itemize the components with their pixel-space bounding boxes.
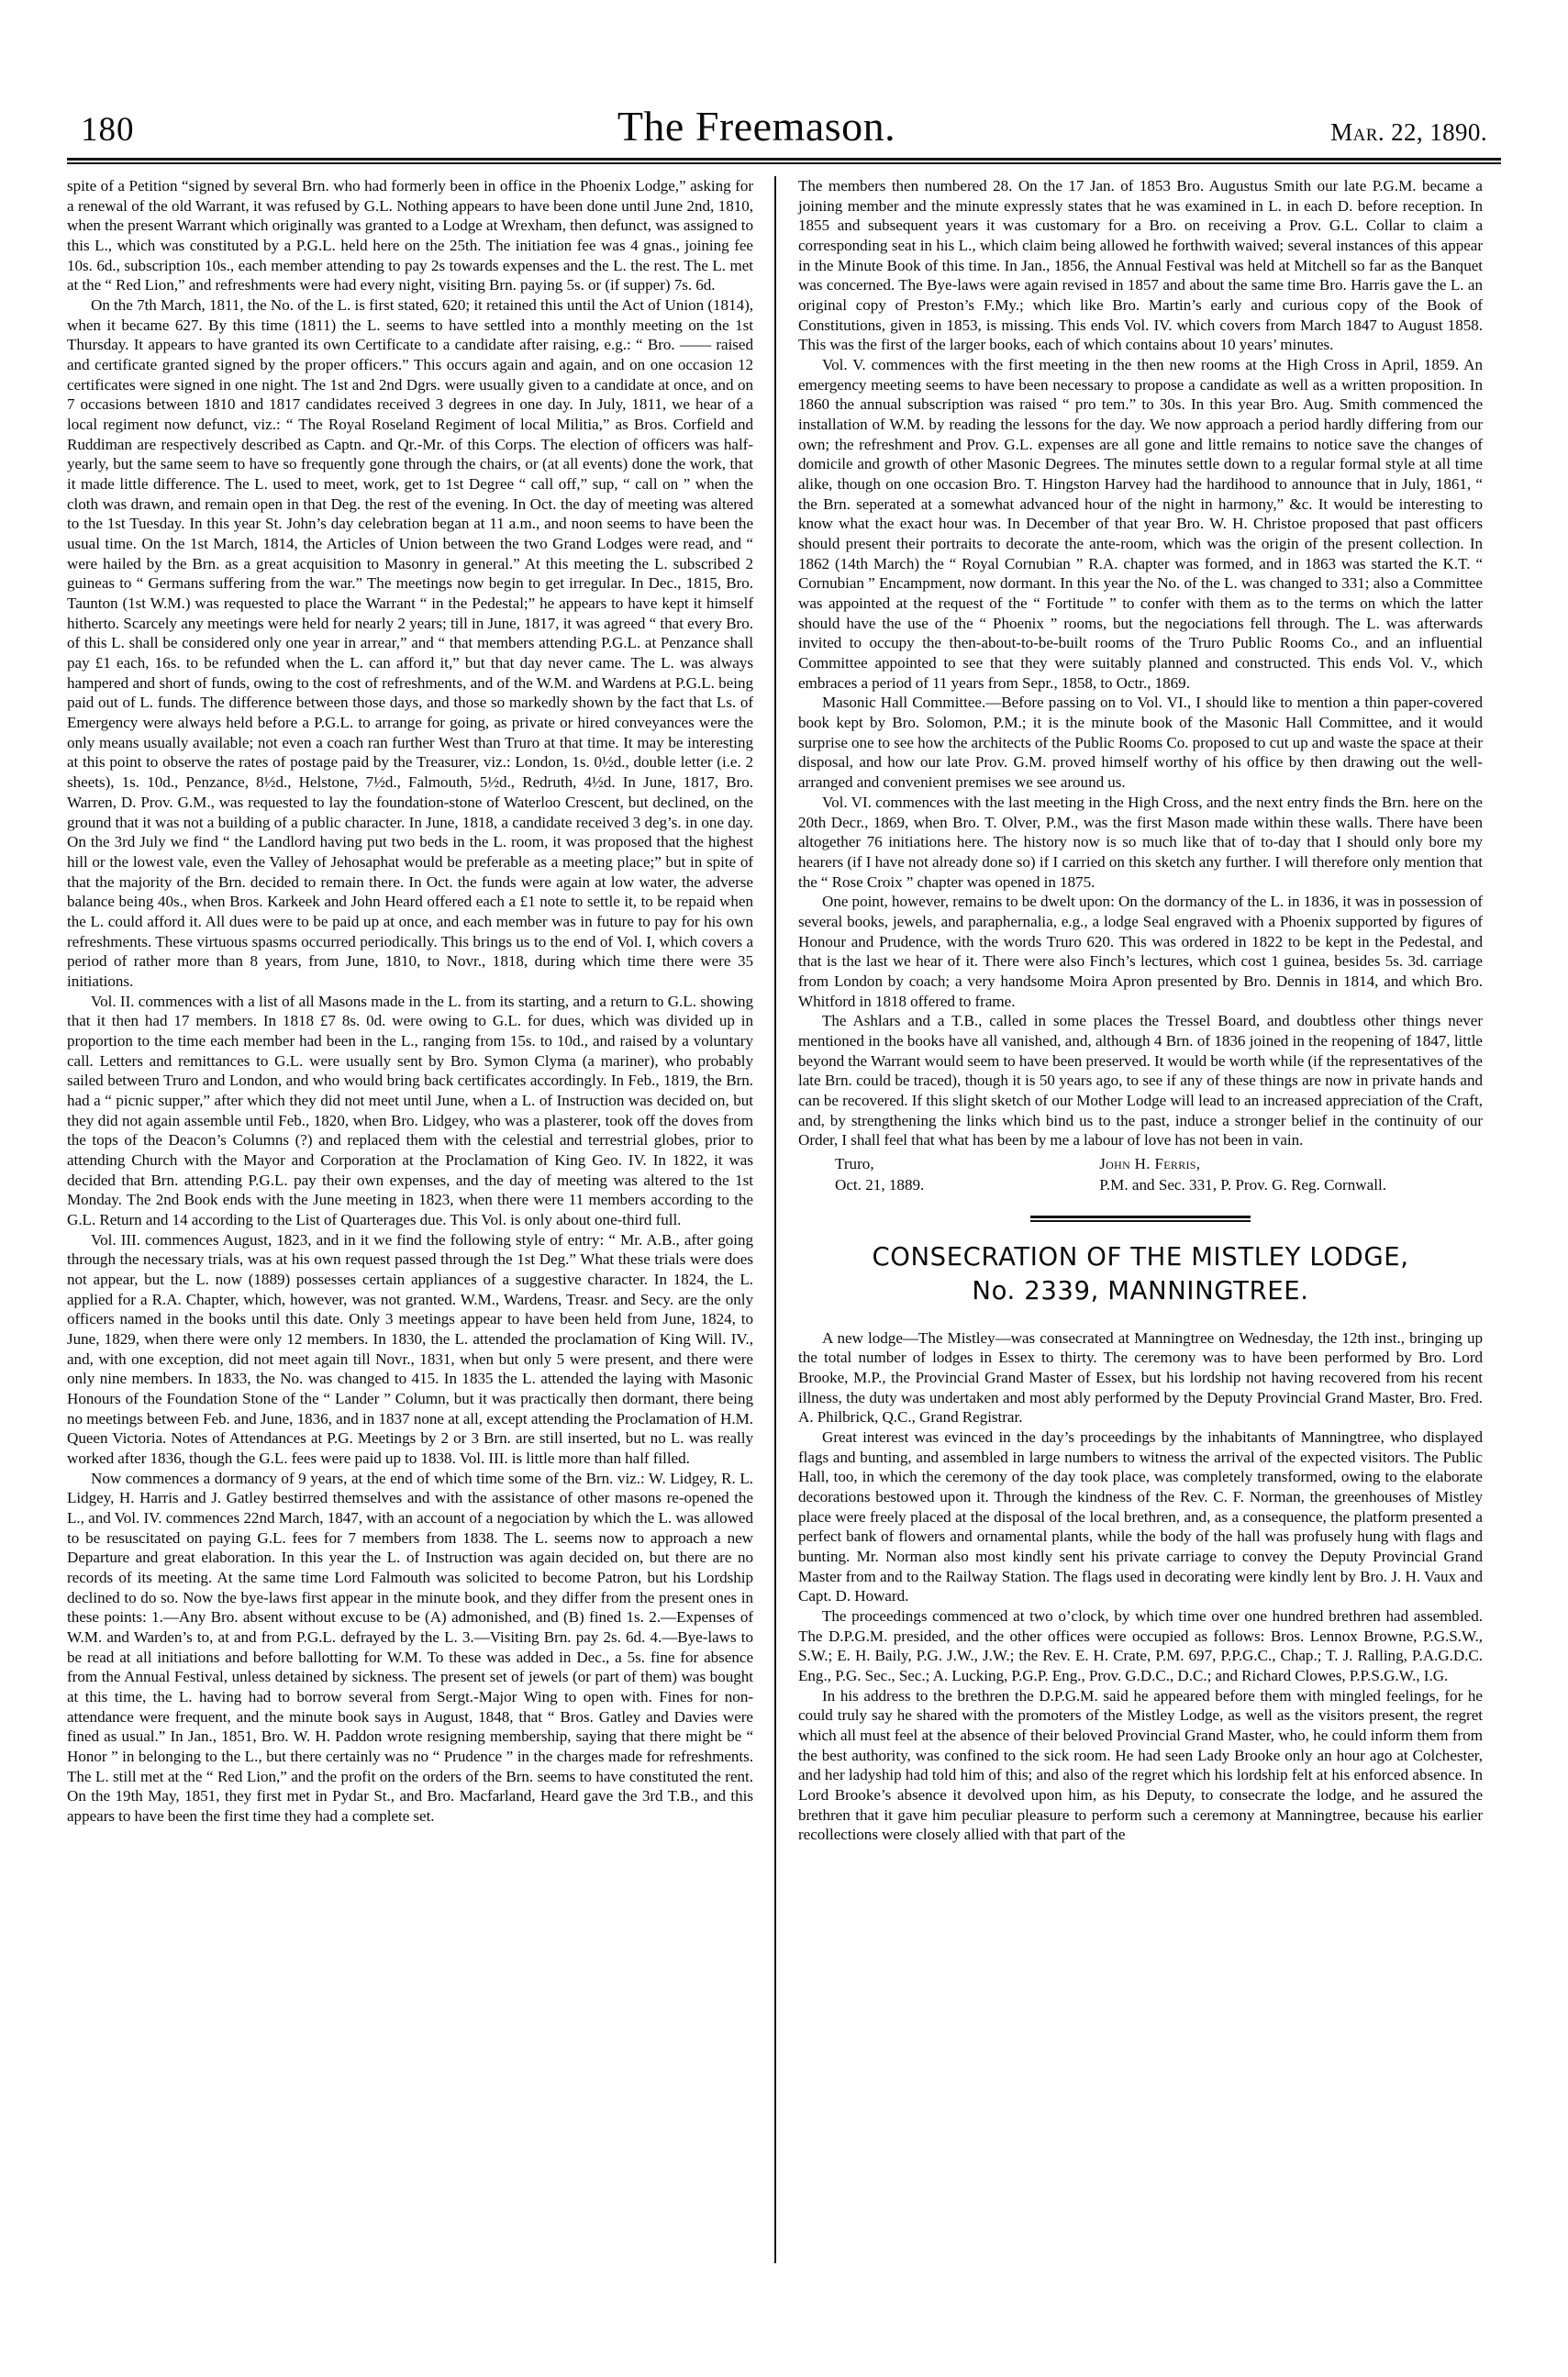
paragraph: Now commences a dormancy of 9 years, at the end of which time some of the Brn. viz.: W. Lidgey, R. L. Lidgey, H. Harris and J. Gatley bestirred themselves and with the assistance of other masons re-opened the L., and Vol. IV. commences 22nd March, 1847, with an account of a negociation by which the L. was allowed to be resuscitated on paying G.L. fees for 7 members from 1838. The L. seems now to approach a new Departure and great elaboration. In this year the L. of Instruction was again decided on, but there are no records of its meeting. At the same time Lord Falmouth was solicited to become Patron, but his Lordship declined to do so. Now the bye-laws first appear in the minute book, and they differ from the present ones in these points: 1.—Any Bro. absent without excuse to be (A) admonished, and (B) fined 1s. 2.—Expenses of W.M. and Warden’s to, at and from P.G.L. defrayed by the L. 3.—Visiting Brn. pay 2s. 6d. 4.—Bye-laws to be read at all initiations and before ballotting for W.M. To these was added in Dec., a 5s. fine for absence from the Annual Festival, unless detained by sickness. The present set of jewels (or part of them) was bought at this time, the L. having had to borrow several from Sergt.-Major Wing to open with. Fines for non-attendance were frequent, and the minute book says in August, 1848, that “ Bros. Gatley and Davies were fined as usual.” In Jan., 1851, Bro. W. H. Paddon wrote resigning membership, saying that there might be “ Honor ” in belonging to the L., but there certainly was no “ Prudence ” in the charges made for refreshments. The L. still met at the “ Red Lion,” and the profit on the orders of the Brn. seems to have constituted the rent. On the 19th May, 1851, they first met in Pydar St., and Bro. Macfarland, Heard gave the 3rd T.B., and this appears to have been the first time they had a complete set. (67, 1469, 753, 1826)
signature-title: P.M. and Sec. 331, P. Prov. G. Reg. Cornwall. (1099, 1175, 1386, 1194)
paragraph: The members then numbered 28. On the 17 Jan. of 1853 Bro. Augustus Smith our late P.G.M. became a joining member and the minute expressly states that he was examined in L. in each D. before reception. In 1855 and subsequent years it was customary for a Bro. on receiving a Prov. G.L. Collar to claim a corresponding seat in his L., which claim being allowed he forthwith waived; several instances of this appear in the Minute Book of this time. In Jan., 1856, the Annual Festival was held at Mitchell so far as the Banquet was concerned. The Bye-laws were again revised in 1857 and about the same time Bro. Harris gave the L. an original copy of Preston’s F.My.; which like Bro. Martin’s early and curious copy of the Book of Constitutions, given in 1853, is missing. This ends Vol. IV. which covers from March 1847 to August 1858. This was the first of the larger books, each of which contains about 10 years’ minutes. (798, 177, 1483, 354)
paragraph: The Ashlars and a T.B., called in some places the Tressel Board, and doubtless other things never mentioned in the books have all vanished, and, although 4 Brn. of 1836 joined in the reopening of 1847, little beyond the Warrant would seem to have been preserved. It would be worth while (if the representatives of the late Brn. could be traced), though it is 50 years ago, to see if any of these things are now in private hands and can be recovered. If this slight sketch of our Mother Lodge will lead to an increased appreciation of the Craft, and, by strengthening the links which bind us to the past, induce a stronger belief in the continuity of our Order, I shall feel that what has been by me a labour of love has not been in vain. (798, 1012, 1483, 1150)
headline-line-1: CONSECRATION OF THE MISTLEY LODGE, (872, 1242, 1409, 1272)
paragraph: A new lodge—The Mistley—was consecrated at Manningtree on Wednesday, the 12th inst., bringing up the total number of lodges in Essex to thirty. The ceremony was to have been performed by Bro. Lord Brooke, M.P., the Provincial Grand Master of Essex, but his lordship not having recovered from his recent illness, the duty was undertaken and most ably performed by the Deputy Provincial Grand Master, Bro. Fred. A. Philbrick, Q.C., Grand Registrar. (798, 1328, 1483, 1427)
issue-date: Mar. 22, 1890. (1330, 118, 1487, 146)
signature-date: Oct. 21, 1889. (835, 1175, 925, 1194)
headline-line-2: No. 2339, MANNINGTREE. (972, 1275, 1309, 1305)
signature-block (798, 1154, 1483, 1195)
left-column (67, 176, 770, 2314)
paragraph: In his address to the brethren the D.P.G.M. said he appeared before them with mingled feelings, for he could truly say he shared with the promoters of the Mistley Lodge, as well as the visitors present, the regret which all must feel at the absence of their beloved Provincial Grand Master, who, he could inform them from the best authority, was confined to the sick room. He had seen Lady Brooke only an hour ago at Colchester, and her ladyship had told him of this; and also of the regret which his lordship felt at his enforced absence. In Lord Brooke’s absence it devolved upon him, as his Deputy, to consecrate the lodge, and he assured the brethren that it gave him peculiar pleasure to perform such a ceremony at Manningtree, because his earlier recollections were closely allied with that part of the (798, 1686, 1483, 1844)
page-number: 180 (81, 111, 135, 149)
article-headline (798, 1240, 1483, 1307)
paragraph: One point, however, remains to be dwelt upon: On the dormancy of the L. in 1836, it was in possession of several books, jewels, and paraphernalia, e.g., a lodge Seal engraved with a Phoenix supported by figures of Honour and Prudence, with the words Truro 620. This was ordered in 1822 to be kept in the Pedestal, and that is the last we hear of it. There were also Finch’s lectures, which cost 1 guinea, besides 5s. 3d. carriage from London by coach; a very handsome Moira Apron presented by Bro. Dennis in 1814, and which Bro. Whitford in 1818 offered to frame. (798, 893, 1483, 1010)
masthead (81, 84, 1487, 149)
paragraph: Vol. II. commences with a list of all Masons made in the L. from its starting, and a return to G.L. showing that it then had 17 members. In 1818 £7 8s. 0d. were owing to G.L. for dues, which was divided up in proportion to the time each member had been in the L., ranging from 15s. to 10d., and raised by a voluntary call. Letters and remittances to G.L. were usually sent by Bro. Symon Clyma (a mariner), who probably sailed between Truro and London, and who would bring back certificates accordingly. In Feb., 1819, the Brn. had a “ picnic supper,” after which they did not meet until June, when a L. of Instruction was decided on, but they did not again assemble until Feb., 1820, when Bro. Lidgey, who was a plasterer, took off the doves from the tops of the Deacon’s Columns (?) and replaced them with the celestial and terrestrial globes, prior to attending Church with the Mayor and Corporation at the Proclamation of King Geo. IV. In 1822, it was decided that Brn. attending P.G.L. pay their own expenses, and the day of meeting was altered to the 1st Monday. The 2nd Book ends with the June meeting in 1823, when there were 11 members according to the G.L. Return and 14 according to the List of Quarterages due. This Vol. is only about one-third full. (67, 992, 753, 1228)
column-divider (770, 176, 780, 2314)
right-column (780, 176, 1483, 2314)
article-columns (67, 176, 1501, 2314)
paragraph: Vol. VI. commences with the last meeting in the High Cross, and the next entry finds the Brn. here on the 20th Decr., 1869, when Bro. T. Olver, P.M., was the first Mason made within these walls. There have been altogether 76 initiations here. The history now is so much like that of to-day that I should only bore my hearers (if I have not already done so) if I carried on this sketch any further. I will therefore only mention that the “ Rose Croix ” chapter was opened in 1875. (798, 793, 1483, 891)
publication-title: The Freemason. (617, 103, 896, 150)
paragraph: Vol. V. commences with the first meeting in the then new rooms at the High Cross in April, 1859. An emergency meeting seems to have been necessary to propose a candidate as well as a written proposition. In 1860 the annual subscription was raised “ pro tem.” to 30s. In this year Bro. Aug. Smith commenced the installation of W.M. by reading the lessons for the day. We now approach a period hardly differing from our own; the refreshment and Prov. G.L. expenses are all gone and little remains to notice save the changes of domicile and growth of other Masonic Degrees. The minutes settle down to a regular formal style at all time alike, though on one occasion Bro. T. Hingston Harvey had the hardihood to announce that in July, 1861, “ the Brn. seperated at a somewhat advanced hour of the night in harmony,” &c. It would be interesting to know what the exact hour was. In December of that year Bro. W. H. Christoe proposed that past officers should present their portraits to decorate the ante-room, which was the origin of the present collection. In 1862 (14th March) the “ Royal Cornubian ” R.A. chapter was formed, and in 1863 was started the K.T. “ Cornubian ” Encampment, now dormant. In this year the No. of the L. was changed to 331; also a Committee was appointed at the request of the “ Fortitude ” to confer with them as to the terms on which the latter should have the use of the “ Phoenix ” rooms, but the negociations fell through. The L. was afterwards invited to occupy the then-about-to-be-built rooms of the Truro Public Rooms Co., and an influential Committee appointed to see that they were suitably planned and constructed. This ends Vol. V., which embraces a period of 11 years from Sepr., 1858, to Octr., 1869. (798, 356, 1483, 692)
paragraph: On the 7th March, 1811, the No. of the L. is first stated, 620; it retained this until the Act of Union (1814), when it became 627. By this time (1811) the L. seems to have settled into a monthly meeting on the 1st Thursday. It appears to have granted its own Certificate to a candidate after raising, e.g.: “ Bro. —— raised and certificate granted signed by the proper officers.” This occurs again and again, and on one occasion 12 certificates were signed in one night. The 1st and 2nd Dgrs. were usually given to a candidate at once, and on 7 occasions between 1810 and 1817 candidates received 3 degrees in one day. In July, 1811, we hear of a local regiment now defunct, viz.: “ The Royal Roseland Regiment of local Militia,” as Bros. Corfield and Ruddiman are respectively described as Captn. and Qr.-Mr. of this Corps. The election of officers was half-yearly, but the same seem to have so frequently gone through the chairs, or (at all events) done the work, that it made little difference. The L. used to meet, work, get to 1st Degree “ call off,” sup, “ call on ” when the cloth was drawn, and remain open in that Deg. the rest of the evening. In Oct. the day of meeting was altered to the 1st Tuesday. In this year St. John’s day celebration began at 11 a.m., and noon seems to have been the usual time. On the 1st March, 1814, the Articles of Union between the two Grand Lodges were read, and “ were hailed by the Brn. as a great acquisition to Masonry in general.” At this meeting the L. subscribed 2 guineas to “ Germans suffering from the war.” The meetings now begin to get irregular. In Dec., 1815, Bro. Taunton (1st W.M.) was requested to place the Warrant “ in the Pedestal;” he appears to have kept it himself hitherto. Scarcely any meetings were held for nearly 2 years; till in June, 1817, it was agreed “ that every Bro. of this L. shall be considered only one year in arrear,” and “ that members attending P.G.L. at Penzance shall pay £1 each, 16s. to be refunded when the L. can afford it,” but that day never came. The L. was always hampered and short of funds, owing to the cost of refreshments, and of the W.M. and Wardens at P.G.L. being paid out of L. funds. The difference between those days, and those so markedly shown by the fact that Ls. of Emergency were always held before a P.G.L. to arrange for going, as private or hired conveyances were the only means usually available; not even a coach ran further West than Truro at that time. It may be interesting at this point to observe the rates of postage paid by the Treasurer, viz.: London, 1s. 0½d., double letter (i.e. 2 sheets), 1s. 10d., Penzance, 8½d., Helstone, 7½d., Falmouth, 5½d., Redruth, 4½d. In June, 1817, Bro. Warren, D. Prov. G.M., was requested to lay the foundation-stone of Waterloo Crescent, but declined, on the ground that it was not a building of a public character. In June, 1818, a candidate received 3 deg’s. in one day. On the 3rd July we find “ the Landlord having put two beds in the L. room, it was proposed that the highest hill or the lowest vale, even the Valley of Jehosaphat would be preferable as a meeting place;” but in spite of that the majority of the Brn. decided to remain there. In Oct. the funds were again at low water, the adverse balance being 40s., when Bros. Karkeek and John Heard offered each a £1 note to settle it, to be repaid when the L. could afford it. All dues were to be paid up at once, and each member was in future to pay for his own refreshments. These virtuous spasms occurred periodically. This brings us to the end of Vol. I, which covers a period of rather more than 8 years, from June, 1810, to Novr., 1818, during which time there were 35 initiations. (67, 296, 753, 990)
paragraph: The proceedings commenced at two o’clock, by which time over one hundred brethren had assembled. The D.P.G.M. presided, and the other offices were occupied as follows: Bros. Lennox Browne, P.G.S.W., S.W.; E. H. Baily, P.G. J.W., J.W.; the Rev. E. H. Crate, P.M. 697, P.P.G.C., Chap.; T. J. Ralling, P.A.G.D.C. Eng., P.G. Sec., Sec.; A. Lucking, P.G.P. Eng., Prov. G.D.C., D.C.; and Richard Clowes, P.P.S.G.W., I.G. (798, 1606, 1483, 1684)
paragraph: spite of a Petition “signed by several Brn. who had formerly been in office in the Phoenix Lodge,” asking for a renewal of the old Warrant, it was refused by G.L. Nothing appears to have been done until June 2nd, 1810, when the present Warrant which originally was granted to a Lodge at Wrexham, then defunct, was assigned to this L., which was constituted by a P.G.L. held here on the 25th. The initiation fee was 4 gnas., joining fee 10s. 6d., subscription 10s., each member attending to pay 2s towards expenses and the L. the rest. The L. met at the “ Red Lion,” and refreshments were had every night, visiting Brn. paying 5s. or (if supper) 7s. 6d. (67, 177, 753, 294)
section-rule (1030, 1216, 1251, 1222)
masthead-rule (67, 158, 1501, 164)
signature-place: Truro, (835, 1154, 874, 1172)
signature-name: John H. Ferris, (1099, 1154, 1201, 1172)
paragraph: Masonic Hall Committee.—Before passing on to Vol. VI., I should like to mention a thin paper-covered book kept by Bro. Solomon, P.M.; it is the minute book of the Masonic Hall Committee, and it would surprise one to see how the architects of the Public Rooms Co. proposed to cut up and waste the space at their disposal, and how our late Prov. G.M. proved himself worthy of his office by then drawing out the well-arranged and convenient premises we see around us. (798, 694, 1483, 792)
paragraph: Great interest was evinced in the day’s proceedings by the inhabitants of Manningtree, who displayed flags and bunting, and assembled in large numbers to witness the arrival of the expected visitors. The Public Hall, too, in which the ceremony of the day took place, was completely transformed, owing to the elaborate decorations bestowed upon it. Through the kindness of the Rev. C. F. Norman, the greenhouses of Mistley place were freely placed at the disposal of the local brethren, and, as a consequence, the platform presented a perfect bank of flowers and ornamental plants, while the body of the hall was profusely hung with flags and bunting. Mr. Norman also most kindly sent his private carriage to convey the Deputy Provincial Grand Master from and to the Railway Station. The flags used in decorating were kindly lent by Bro. J. H. Vaux and Capt. D. Howard. (798, 1427, 1483, 1605)
paragraph: Vol. III. commences August, 1823, and in it we find the following style of entry: “ Mr. A.B., after going through the necessary trials, was at his own request passed through the 1st Deg.” What these trials were does not appear, but the L. now (1889) possesses certain appliances of a suggestive character. In 1824, the L. applied for a R.A. Chapter, which, however, was not granted. W.M., Wardens, Treasr. and Secy. are the only officers named in the books until this date. Only 3 meetings appear to have been held from June, 1824, to June, 1829, when there were only 12 members. In 1830, the L. attended the proclamation of King Will. IV., and, with one exception, did not meet again till Novr., 1831, when but only 5 were present, and there were only nine members. In 1833, the No. was changed to 415. In 1835 the L. attended the laying with Masonic Honours of the Foundation Stone of the “ Lander ” Column, but it was practically then dormant, there being no meetings between Feb. and June, 1836, and in 1837 none at all, except attending the Proclamation of H.M. Queen Victoria. Notes of Attendances at P.G. Meetings by 2 or 3 Brn. are still inserted, but no L. was really worked after 1836, though the G.L. fees were paid up to 1838. Vol. III. is little more than half filled. (67, 1230, 753, 1467)
